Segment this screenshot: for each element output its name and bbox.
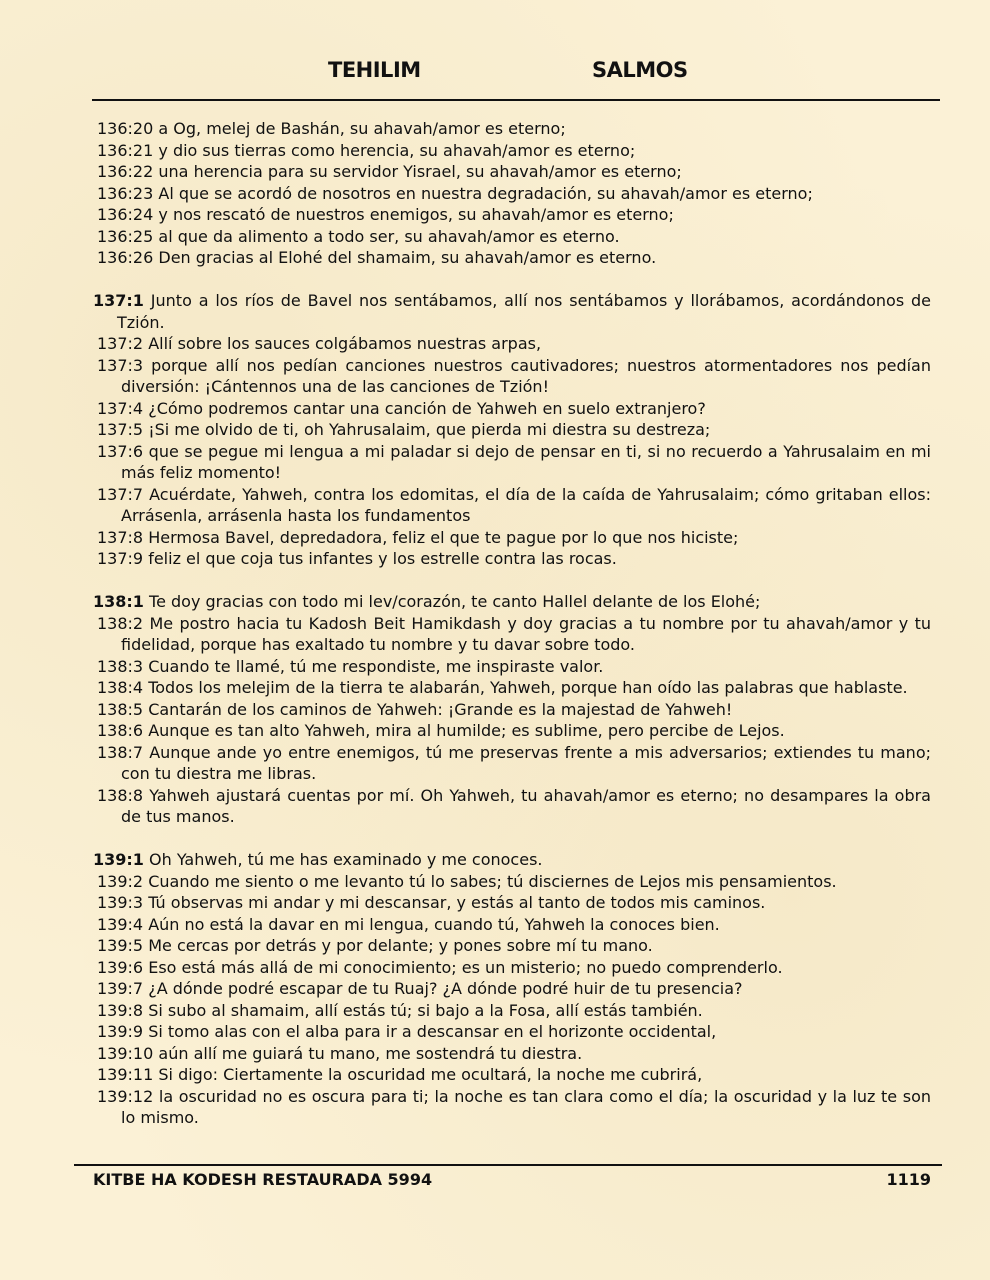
section-gap — [97, 570, 931, 592]
verse-text: Cuando me siento o me levanto tú lo sabes; tú disciernes de Lejos mis pensamientos. — [148, 871, 837, 891]
verse-text: ¿A dónde podré escapar de tu Ruaj? ¿A dónde podré huir de tu presencia? — [148, 979, 743, 998]
verse-reference: 138:3 — [97, 656, 144, 676]
verse — [93, 290, 931, 333]
verse — [97, 720, 931, 742]
verse-reference: 137:6 — [97, 441, 144, 461]
verse — [97, 333, 931, 355]
verse — [97, 1021, 931, 1043]
verse-text: que se pegue mi lengua a mi paladar si dejo de pensar en ti, si no recuerdo a Yahrusalaim en mi más feliz momento! — [121, 441, 931, 482]
verse — [97, 140, 931, 162]
verse-text: ¿Cómo podremos cantar una canción de Yahweh en suelo extranjero? — [148, 398, 706, 418]
verse-text: feliz el que coja tus infantes y los estrelle contra las rocas. — [148, 549, 617, 568]
verse — [97, 613, 931, 656]
verse — [97, 892, 931, 914]
verse-reference: 139:7 — [97, 979, 144, 998]
verse-reference: 137:2 — [97, 334, 144, 353]
verse — [97, 161, 931, 183]
verse-reference: 138:1 — [93, 592, 144, 611]
verse-text: Tú observas mi andar y mi descansar, y estás al tanto de todos mis caminos. — [148, 893, 766, 912]
verse — [97, 1000, 931, 1022]
verse-text: Si subo al shamaim, allí estás tú; si bajo a la Fosa, allí estás también. — [148, 1000, 703, 1020]
footer-divider — [74, 1164, 942, 1166]
verse-reference: 139:11 — [97, 1065, 154, 1084]
verse-text: Allí sobre los sauces colgábamos nuestras arpas, — [148, 334, 542, 353]
verse-reference: 136:26 — [97, 248, 154, 267]
verse-reference: 136:21 — [97, 140, 154, 160]
verse-reference: 138:6 — [97, 721, 144, 740]
verse-text: Eso está más allá de mi conocimiento; es un misterio; no puedo comprenderlo. — [148, 957, 783, 977]
verse-reference: 136:25 — [97, 226, 154, 246]
verse — [97, 1064, 931, 1086]
section-gap — [97, 828, 931, 850]
verse-text: y dio sus tierras como herencia, su ahavah/amor es eterno; — [158, 140, 636, 160]
verse — [97, 548, 931, 570]
verse-reference: 139:3 — [97, 893, 144, 912]
verse-text: Al que se acordó de nosotros en nuestra degradación, su ahavah/amor es eterno; — [158, 183, 813, 203]
verse — [97, 677, 931, 699]
verse-reference: 136:24 — [97, 205, 154, 224]
verse — [93, 591, 931, 613]
verse-text: Yahweh ajustará cuentas por mí. Oh Yahweh, tu ahavah/amor es eterno; no desampares la obra de tus manos. — [121, 785, 931, 826]
verse-reference: 137:4 — [97, 398, 144, 418]
page-footer — [0, 1170, 990, 1194]
verse-text: Acuérdate, Yahweh, contra los edomitas, el día de la caída de Yahrusalaim; cómo gritaban ellos: Arrásenla, arrásenla hasta los fundamentos — [121, 484, 931, 525]
verse-reference: 138:8 — [97, 785, 144, 805]
verse-reference: 136:22 — [97, 162, 154, 181]
footer-book-title: KITBE HA KODESH RESTAURADA 5994 — [93, 1170, 433, 1189]
verse-text: porque allí nos pedían canciones nuestros cautivadores; nuestros atormentadores nos pedían diversión: ¡Cántennos una de las canciones de Tzión! — [121, 355, 931, 396]
verse — [97, 527, 931, 549]
verse-text: Cuando te llamé, tú me respondiste, me inspiraste valor. — [148, 656, 604, 676]
verse-text: Cantarán de los caminos de Yahweh: ¡Grande es la majestad de Yahweh! — [148, 699, 733, 719]
verse-reference: 138:5 — [97, 699, 144, 719]
verse — [97, 183, 931, 205]
verse — [97, 484, 931, 527]
page-header — [0, 58, 990, 90]
verse-text: Si digo: Ciertamente la oscuridad me ocultará, la noche me cubrirá, — [158, 1065, 703, 1084]
verse-reference: 139:12 — [97, 1086, 154, 1106]
verse-reference: 137:9 — [97, 549, 144, 568]
verse — [97, 978, 931, 1000]
verse-reference: 137:1 — [93, 291, 144, 310]
verse-reference: 137:8 — [97, 527, 144, 547]
verse — [97, 957, 931, 979]
verse-reference: 139:6 — [97, 957, 144, 977]
verse — [97, 1086, 931, 1129]
verse — [93, 849, 931, 871]
verse — [97, 398, 931, 420]
verse-reference: 139:1 — [93, 850, 144, 869]
verse-reference: 136:20 — [97, 119, 154, 138]
page-number: 1119 — [886, 1170, 931, 1189]
verse-reference: 139:4 — [97, 914, 144, 934]
verse-text: a Og, melej de Bashán, su ahavah/amor es eterno; — [158, 119, 566, 138]
verse — [97, 441, 931, 484]
verse — [97, 742, 931, 785]
verse-text: la oscuridad no es oscura para ti; la noche es tan clara como el día; la oscuridad y la luz te son lo mismo. — [121, 1086, 932, 1127]
verse-text: Den gracias al Elohé del shamaim, su ahavah/amor es eterno. — [158, 248, 657, 267]
verse-reference: 137:7 — [97, 484, 144, 504]
verse-text: Aunque ande yo entre enemigos, tú me preservas frente a mis adversarios; extiendes tu mano; con tu diestra me libras. — [121, 742, 932, 783]
verse-reference: 138:2 — [97, 613, 144, 633]
verse-reference: 139:10 — [97, 1043, 154, 1063]
verse-text: Todos los melejim de la tierra te alabarán, Yahweh, porque han oído las palabras que hablaste. — [148, 678, 908, 697]
verse-text: Hermosa Bavel, depredadora, feliz el que te pague por lo que nos hiciste; — [148, 527, 739, 547]
verse-reference: 137:5 — [97, 420, 144, 439]
verse — [97, 656, 931, 678]
verse-text: Oh Yahweh, tú me has examinado y me conoces. — [149, 850, 543, 869]
verse — [97, 935, 931, 957]
verse-text: Aunque es tan alto Yahweh, mira al humilde; es sublime, pero percibe de Lejos. — [148, 721, 785, 740]
verse-text: Te doy gracias con todo mi lev/corazón, te canto Hallel delante de los Elohé; — [149, 592, 761, 611]
verse-reference: 136:23 — [97, 183, 154, 203]
verse — [97, 118, 931, 140]
verse-text: aún allí me guiará tu mano, me sostendrá tu diestra. — [158, 1043, 583, 1063]
scripture-text — [93, 118, 932, 1129]
verse-text: al que da alimento a todo ser, su ahavah/amor es eterno. — [158, 226, 620, 246]
verse-text: Aún no está la davar en mi lengua, cuando tú, Yahweh la conoces bien. — [148, 914, 720, 934]
verse-text: ¡Si me olvido de ti, oh Yahrusalaim, que pierda mi diestra su destreza; — [148, 420, 711, 439]
verse — [97, 785, 931, 828]
verse — [97, 226, 931, 248]
verse-reference: 138:7 — [97, 742, 144, 762]
verse-text: Me postro hacia tu Kadosh Beit Hamikdash y doy gracias a tu nombre por tu ahavah/amor y tu fidelidad, porque has exaltado tu nombre y tu davar sobre todo. — [121, 613, 932, 654]
verse-reference: 139:9 — [97, 1022, 144, 1041]
verse — [97, 914, 931, 936]
verse — [97, 247, 931, 269]
verse — [97, 419, 931, 441]
verse-reference: 139:2 — [97, 871, 144, 891]
verse-text: Me cercas por detrás y por delante; y pones sobre mí tu mano. — [148, 936, 653, 955]
verse-reference: 139:8 — [97, 1000, 144, 1020]
verse — [97, 871, 931, 893]
section-gap — [97, 269, 931, 291]
header-divider — [92, 99, 940, 101]
verse-reference: 138:4 — [97, 678, 144, 697]
verse-reference: 137:3 — [97, 355, 144, 375]
verse-reference: 139:5 — [97, 936, 144, 955]
verse-text: una herencia para su servidor Yisrael, su ahavah/amor es eterno; — [158, 162, 682, 181]
header-title-spanish: SALMOS — [592, 58, 688, 82]
verse-text: Junto a los ríos de Bavel nos sentábamos, allí nos sentábamos y llorábamos, acordándonos de Tzión. — [117, 291, 932, 332]
verse-text: Si tomo alas con el alba para ir a descansar en el horizonte occidental, — [148, 1022, 717, 1041]
verse — [97, 1043, 931, 1065]
verse — [97, 355, 931, 398]
verse — [97, 204, 931, 226]
verse — [97, 699, 931, 721]
header-title-hebrew: TEHILIM — [328, 58, 421, 82]
verse-text: y nos rescató de nuestros enemigos, su ahavah/amor es eterno; — [158, 205, 674, 224]
